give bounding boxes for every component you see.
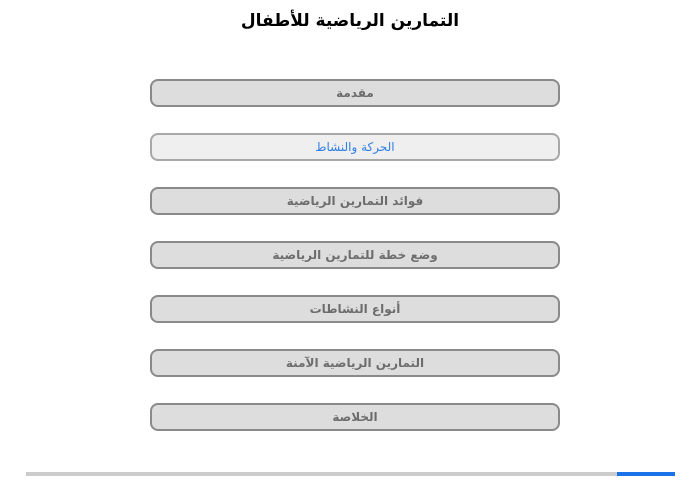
chapter-menu (150, 79, 560, 457)
progress-bar-fill (617, 472, 675, 476)
menu-item-summary[interactable]: الخلاصة (150, 403, 560, 431)
menu-item-exercise-plan[interactable]: وضع خطة للتمارين الرياضية (150, 241, 560, 269)
menu-item-introduction[interactable]: مقدمة (150, 79, 560, 107)
menu-item-movement-activity[interactable]: الحركة والنشاط (150, 133, 560, 161)
page-title: التمارين الرياضية للأطفال (240, 11, 460, 31)
menu-item-activity-types[interactable]: أنواع النشاطات (150, 295, 560, 323)
progress-bar (26, 472, 675, 476)
menu-item-safe-exercise[interactable]: التمارين الرياضية الآمنة (150, 349, 560, 377)
menu-item-exercise-benefits[interactable]: فوائد التمارين الرياضية (150, 187, 560, 215)
